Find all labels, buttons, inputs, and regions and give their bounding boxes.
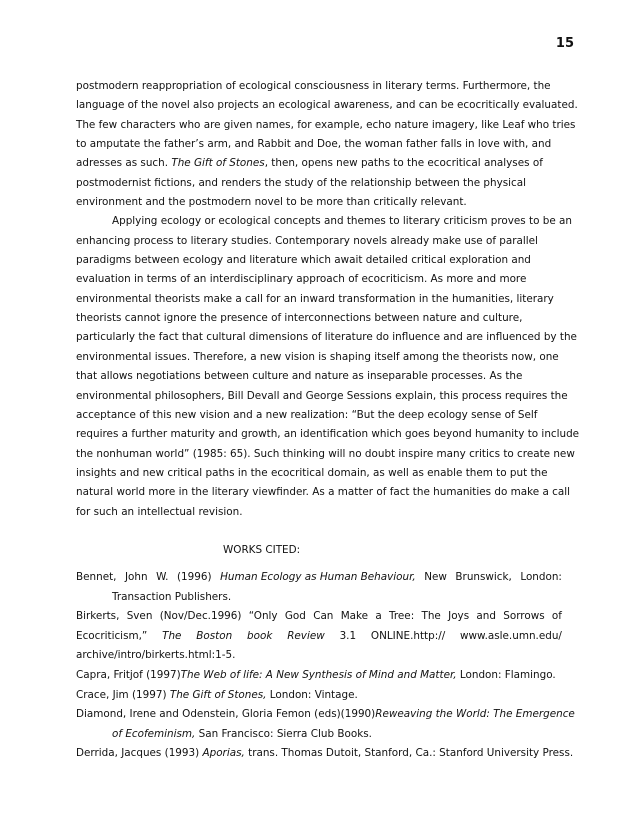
text-line: environment and the postmodern novel to be more than critically relevant. xyxy=(76,196,467,209)
text-line: for such an intellectual revision. xyxy=(76,505,243,518)
reference-bennet-line1 xyxy=(76,568,562,588)
ref-title: Reweaving the World: The Emergence xyxy=(375,708,575,721)
ref-title: The Gift of Stones, xyxy=(169,688,267,701)
ref-title-word: Review xyxy=(287,629,325,642)
reference-diamond-line1 xyxy=(76,705,575,725)
ref-title-word: Boston xyxy=(196,629,233,642)
page-number: 15 xyxy=(555,36,574,51)
ref-word: 3.1 xyxy=(339,629,357,642)
text-line: paradigms between ecology and literature which await detailed critical exploration and xyxy=(76,254,531,267)
text-line: the nonhuman world” (1985: 65). Such thinking will no doubt inspire many critics to create new xyxy=(76,447,575,460)
ref-title: Human Ecology as Human Behaviour, xyxy=(220,571,416,583)
reference-capra xyxy=(76,666,562,686)
text-segment: , then, opens new paths to the ecocritical analyses of xyxy=(264,157,543,170)
text-line: postmodernist fictions, and renders the study of the relationship between the physical xyxy=(76,176,527,189)
text-line: that allows negotiations between culture and nature as inseparable processes. As the xyxy=(76,370,523,383)
text-line: insights and new critical paths in the ecocritical domain, as well as enable them to put the xyxy=(76,466,548,479)
text-line: to amputate the father’s arm, and Rabbit and Doe, the woman father falls in love with, and xyxy=(76,138,552,151)
text-line: theorists cannot ignore the presence of interconnections between nature and culture, xyxy=(76,312,523,325)
ref-title: The Web of life: A New Synthesis of Mind and Matter, xyxy=(180,668,457,681)
ref-word: (1996) xyxy=(177,571,212,583)
ref-word: Brunswick, xyxy=(455,571,512,583)
text-line: language of the novel also projects an ecological awareness, and can be ecocritically evaluated. xyxy=(76,99,578,112)
text-line: acceptance of this new vision and a new realization: “But the deep ecology sense of Self xyxy=(76,408,538,421)
text-line xyxy=(76,154,560,173)
ref-word: Tree: xyxy=(389,610,415,623)
ref-author: Derrida, Jacques (1993) xyxy=(76,747,203,760)
ref-author: Diamond, Irene and Odenstein, Gloria Femon (eds)(1990) xyxy=(76,708,376,721)
ref-word: “Only xyxy=(248,610,278,623)
ref-word: a xyxy=(375,610,382,623)
ref-word: God xyxy=(284,610,306,623)
ref-word: Sven xyxy=(126,610,153,623)
ref-title-word: book xyxy=(247,629,273,642)
ref-word: of xyxy=(551,610,562,623)
ref-word: Can xyxy=(313,610,334,623)
ref-author: Crace, Jim (1997) xyxy=(76,688,170,701)
ref-word: New xyxy=(424,571,447,583)
text-line: postmodern reappropriation of ecological consciousness in literary terms. Furthermore, the xyxy=(76,80,551,92)
reference-birkerts-line3: archive/intro/birkerts.html:1-5. xyxy=(76,649,236,662)
ref-word: Birkerts, xyxy=(76,610,120,623)
ref-word: (Nov/Dec.1996) xyxy=(159,610,242,623)
references xyxy=(76,568,575,764)
text-line: environmental theorists make a call for an inward transformation in the humanities, literary xyxy=(76,292,554,305)
reference-bennet-line2: Transaction Publishers. xyxy=(112,590,232,603)
ref-title-word: The xyxy=(162,629,182,642)
text-line: environmental philosophers, Bill Devall and George Sessions explain, this process requires the xyxy=(76,389,568,402)
text-line: natural world more in the literary viewfinder. As a matter of fact the humanities do make a call xyxy=(76,486,570,499)
body-text xyxy=(76,77,580,522)
reference-crace xyxy=(76,686,562,706)
text-line: environmental issues. Therefore, a new vision is shaping itself among the theorists now, one xyxy=(76,350,559,363)
reference-diamond-line2 xyxy=(76,725,562,745)
text-line: The few characters who are given names, for example, echo nature imagery, like Leaf who tries xyxy=(76,118,576,131)
ref-word: The xyxy=(421,610,441,623)
ref-word: Make xyxy=(340,610,369,623)
ref-word: Ecocriticism,” xyxy=(76,629,148,642)
ref-publisher: trans. Thomas Dutoit, Stanford, Ca.: Stanford University Press. xyxy=(244,747,574,760)
reference-birkerts-line1 xyxy=(76,607,562,627)
ref-word: Bennet, xyxy=(76,571,117,583)
ref-author: Capra, Fritjof (1997) xyxy=(76,668,181,681)
reference-derrida xyxy=(76,744,574,764)
text-line: enhancing process to literary studies. Contemporary novels already make use of parallel xyxy=(76,234,538,247)
ref-title: Aporias, xyxy=(202,747,245,760)
ref-word: London: xyxy=(520,571,562,583)
text-line: requires a further maturity and growth, an identification which goes beyond humanity to include xyxy=(76,428,580,441)
ref-word: John xyxy=(124,571,148,583)
ref-url: www.asle.umn.edu/ xyxy=(460,629,562,642)
works-cited-heading: WORKS CITED: xyxy=(223,544,301,556)
text-line-indented: Applying ecology or ecological concepts and themes to literary criticism proves to be an xyxy=(112,215,572,228)
ref-word: and xyxy=(476,610,496,623)
book-title: The Gift of Stones xyxy=(171,157,265,170)
ref-publisher: London: Vintage. xyxy=(266,688,358,701)
ref-url: ONLINE.http:// xyxy=(370,629,446,642)
ref-publisher: London: Flamingo. xyxy=(456,668,556,681)
text-line: particularly the fact that cultural dimensions of literature do influence and are influenced by the xyxy=(76,331,577,344)
ref-title: of Ecofeminism, xyxy=(112,727,196,740)
ref-publisher: San Francisco: Sierra Club Books. xyxy=(195,727,372,740)
ref-word: W. xyxy=(156,571,169,583)
text-segment: adresses as such. xyxy=(76,157,169,170)
text-line: evaluation in terms of an interdisciplinary approach of ecocriticism. As more and more xyxy=(76,273,527,286)
reference-birkerts-line2 xyxy=(76,627,562,647)
ref-word: Joys xyxy=(448,610,470,623)
ref-word: Sorrows xyxy=(503,610,545,623)
